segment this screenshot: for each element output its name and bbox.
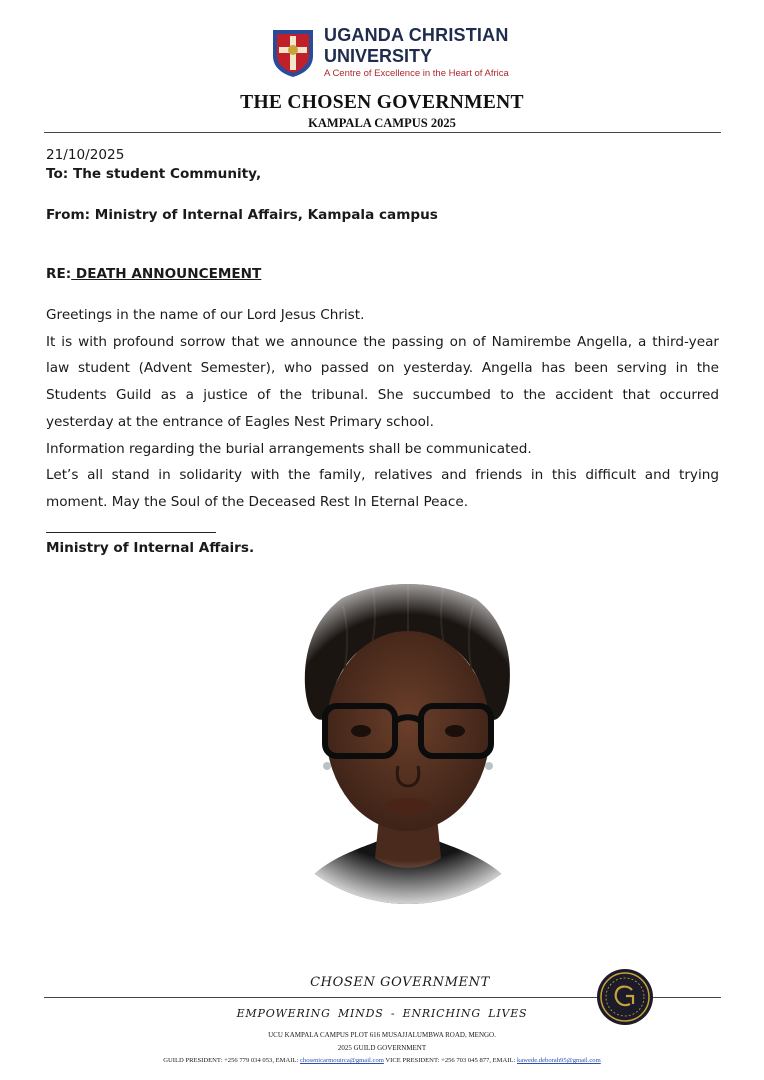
university-name-line2: UNIVERSITY [324, 46, 433, 66]
vice-president-contact: VICE PRESIDENT: +256 703 045 877, EMAIL: [383, 1057, 518, 1064]
university-crest-icon [271, 28, 315, 78]
signature: Ministry of Internal Affairs. [46, 540, 255, 556]
footer-contacts [0, 1057, 764, 1064]
guild-seal-icon [596, 968, 654, 1026]
vice-president-email-link[interactable]: kawede.deborah95@gmail.com [517, 1057, 601, 1064]
letter-sender: From: Ministry of Internal Affairs, Kampala campus [46, 207, 438, 223]
body-paragraph-condolence: Let’s all stand in solidarity with the family, relatives and friends in this difficult and trying moment. May the Soul of the Deceased Rest In Eternal Peace. [46, 467, 719, 510]
footer-title: CHOSEN GOVERNMENT [310, 975, 490, 990]
letter-subject [46, 265, 261, 283]
signature-line [46, 532, 216, 533]
footer-motto: EMPOWERING MINDS - ENRICHING LIVES [236, 1007, 528, 1020]
footer-address: UCU KAMPALA CAMPUS PLOT 616 MUSAJJALUMBWA ROAD, MENGO. [268, 1031, 496, 1039]
body-paragraph-greeting: Greetings in the name of our Lord Jesus Christ. [46, 307, 365, 323]
subject-label: RE: [46, 266, 72, 282]
portrait-photo [283, 566, 533, 908]
university-name-line1: UGANDA CHRISTIAN [324, 25, 509, 45]
document-title: THE CHOSEN GOVERNMENT [240, 92, 524, 113]
body-paragraph-announcement: It is with profound sorrow that we announce the passing on of Namirembe Angella, a third-year law student (Advent Semester), who passed on yesterday. Angella has been serving in the Students Guild as a justice of the tribunal. She succumbed to the accident that occurred yesterday at the entrance of Eagles Nest Primary school. [46, 333, 719, 430]
footer-government: 2025 GUILD GOVERNMENT [337, 1044, 427, 1052]
document-subtitle: KAMPALA CAMPUS 2025 [308, 116, 456, 130]
letter-body [46, 302, 719, 516]
president-email-link[interactable]: chosenicarmouirca@gmail.com [299, 1057, 384, 1064]
body-paragraph-burial: Information regarding the burial arrangements shall be communicated. [46, 440, 532, 457]
subject-text: DEATH ANNOUNCEMENT [71, 266, 262, 282]
header-divider [44, 132, 721, 133]
university-tagline: A Centre of Excellence in the Heart of Africa [324, 68, 509, 79]
letter-recipient: To: The student Community, [46, 166, 262, 182]
letter-date: 21/10/2025 [46, 147, 125, 163]
president-contact: GUILD PRESIDENT: +256 779 034 053, EMAIL: [163, 1057, 300, 1064]
